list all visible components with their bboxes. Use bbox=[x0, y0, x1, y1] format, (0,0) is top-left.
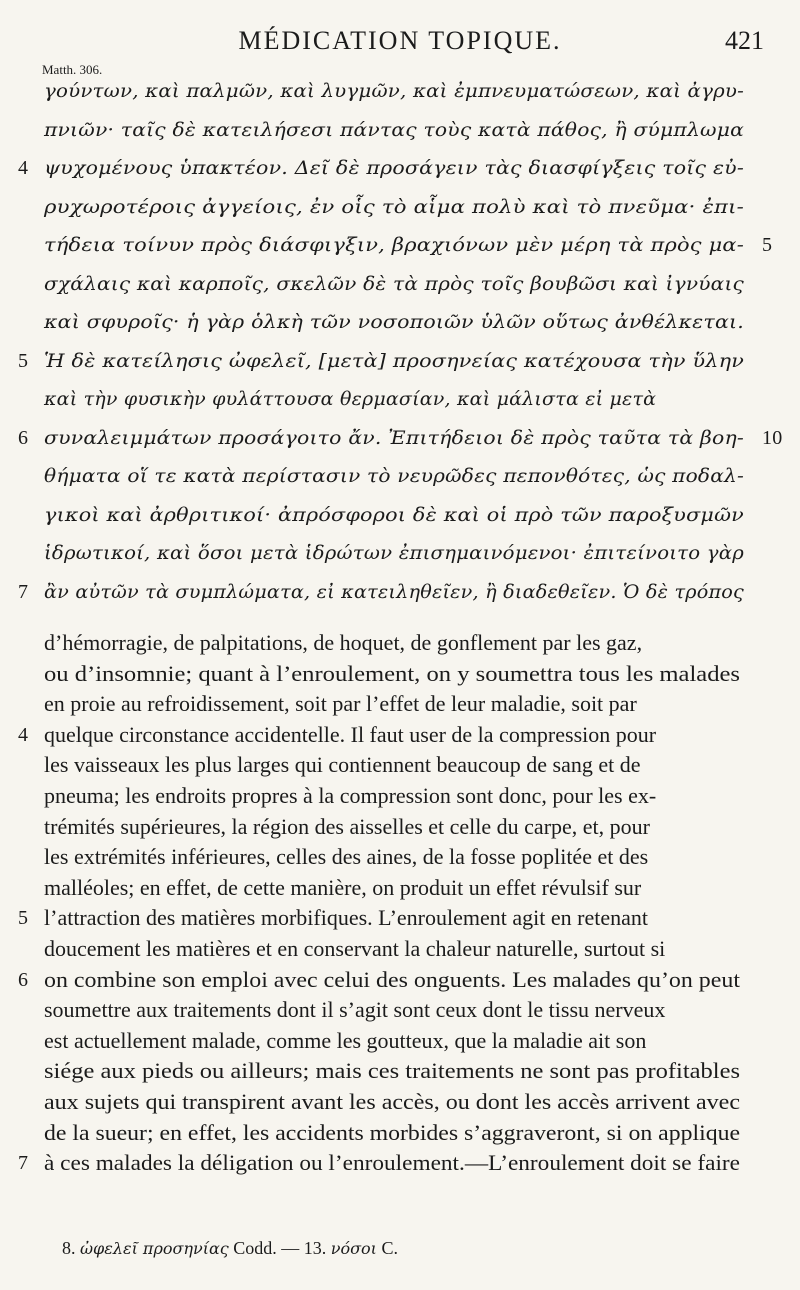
greek-line bbox=[44, 496, 750, 535]
greek-line bbox=[44, 72, 750, 111]
line-count-number: 5 bbox=[762, 234, 773, 256]
footnote-greek-reading: νόσοι bbox=[330, 1239, 377, 1258]
line-text: est actuellement malade, comme les goutteux, que la maladie ait son bbox=[44, 1027, 647, 1053]
line-text: καὶ τὴν φυσικὴν φυλάττουσα θερμασίαν, καὶ μάλιστα εἰ μετὰ bbox=[44, 388, 657, 410]
chapter-number: 7 bbox=[18, 1152, 28, 1175]
greek-line bbox=[44, 111, 750, 150]
footnote-number: 8. bbox=[62, 1238, 76, 1258]
greek-line bbox=[18, 342, 750, 381]
line-text: ou d’insomnie; quant à l’enroulement, on y soumettra tous les malades bbox=[44, 660, 740, 686]
greek-line bbox=[44, 265, 750, 304]
french-line bbox=[44, 995, 744, 1026]
french-line bbox=[44, 1118, 744, 1149]
line-text: πνιῶν· ταῖς δὲ κατειλήσεσι πάντας τοὺς κατὰ πάθος, ἢ σύμπλωμα bbox=[44, 118, 745, 141]
line-text: ἱδρωτικοί, καὶ ὅσοι μετὰ ἱδρώτων ἐπισημαινόμενοι· ἐπιτείνοιτο γὰρ bbox=[44, 542, 744, 564]
line-text: aux sujets qui transpirent avant les accès, ou dont les accès arrivent avec bbox=[44, 1088, 741, 1114]
line-text: ρυχωροτέροις ἀγγείοις, ἐν οἷς τὸ αἷμα πολὺ καὶ τὸ πνεῦμα· ἐπι- bbox=[44, 195, 745, 218]
footnote-source: C. bbox=[381, 1238, 398, 1258]
greek-line bbox=[44, 380, 750, 419]
line-text: quelque circonstance accidentelle. Il faut user de la compression pour bbox=[44, 721, 657, 747]
line-text: l’attraction des matières morbifiques. L’enroulement agit en retenant bbox=[44, 905, 648, 931]
footnote-apparatus bbox=[62, 1238, 398, 1259]
line-text: malléoles; en effet, de cette manière, on produit un effet révulsif sur bbox=[44, 874, 642, 900]
line-text: σχάλαις καὶ καρποῖς, σκελῶν δὲ τὰ πρὸς τοῖς βουβῶσι καὶ ἰγνύαις bbox=[44, 272, 744, 295]
line-text: γικοὶ καὶ ἀρθριτικοί· ἀπρόσφοροι δὲ καὶ οἱ πρὸ τῶν παροξυσμῶν bbox=[44, 503, 744, 526]
line-text: on combine son emploi avec celui des onguents. Les malades qu’on peut bbox=[44, 966, 740, 992]
french-line bbox=[18, 965, 744, 996]
line-text: τήδεια τοίνυν πρὸς διάσφιγξιν, βραχιόνων μὲν μέρη τὰ πρὸς μα- bbox=[44, 234, 745, 256]
french-line bbox=[44, 873, 744, 904]
french-line bbox=[44, 628, 744, 659]
french-line bbox=[44, 659, 744, 690]
page-number: 421 bbox=[725, 26, 764, 55]
line-text: ἂν αὐτῶν τὰ συμπλώματα, εἰ κατειληθεῖεν, ἢ διαδεθεῖεν. Ὁ δὲ τρόπος bbox=[44, 580, 745, 603]
french-line bbox=[18, 720, 744, 751]
french-line bbox=[44, 842, 744, 873]
line-text: Ἡ δὲ κατείλησις ὠφελεῖ, [μετὰ] προσηνείας κατέχουσα τὴν ὕλην bbox=[44, 349, 745, 372]
line-text: les extrémités inférieures, celles des aines, de la fosse poplitée et des bbox=[44, 844, 649, 870]
greek-line bbox=[44, 457, 750, 496]
line-text: συναλειμμάτων προσάγοιτο ἄν. Ἐπιτήδειοι δὲ πρὸς ταῦτα τὰ βοη- bbox=[44, 426, 745, 449]
line-text: pneuma; les endroits propres à la compression sont donc, pour les ex- bbox=[44, 782, 657, 808]
french-line bbox=[18, 1148, 744, 1179]
chapter-number: 4 bbox=[18, 723, 28, 746]
french-line bbox=[44, 750, 744, 781]
greek-line bbox=[18, 419, 783, 458]
line-text: doucement les matières et en conservant la chaleur naturelle, surtout si bbox=[44, 935, 666, 961]
line-text: soumettre aux traitements dont il s’agit sont ceux dont le tissu nerveux bbox=[44, 997, 666, 1023]
french-line bbox=[44, 781, 744, 812]
line-text: siége aux pieds ou ailleurs; mais ces traitements ne sont pas profitables bbox=[44, 1058, 741, 1084]
french-line bbox=[44, 689, 744, 720]
french-line bbox=[44, 812, 744, 843]
greek-line bbox=[44, 226, 773, 265]
line-text: ψυχομένους ὑπακτέον. Δεῖ δὲ προσάγειν τὰς διασφίγξεις τοῖς εὐ- bbox=[44, 157, 744, 179]
chapter-number: 6 bbox=[18, 426, 29, 449]
chapter-number: 5 bbox=[18, 349, 29, 372]
manuscript-reference: Matth. 306. bbox=[42, 62, 103, 77]
footnote-source: Codd. — bbox=[233, 1238, 300, 1258]
greek-line bbox=[44, 188, 750, 227]
footnote-greek-reading: ὠφελεῖ προσηνίας bbox=[80, 1239, 229, 1258]
greek-line bbox=[44, 303, 750, 342]
line-text: θήματα οἵ τε κατὰ περίστασιν τὸ νευρῶδες πεπονθότες, ὡς ποδαλ- bbox=[44, 465, 745, 487]
line-text: de la sueur; en effet, les accidents morbides s’aggraveront, si on applique bbox=[44, 1119, 741, 1145]
chapter-number: 5 bbox=[18, 907, 28, 930]
line-text: καὶ σφυροῖς· ἡ γὰρ ὁλκὴ τῶν νοσοποιῶν ὑλῶν οὕτως ἀνθέλκεται. bbox=[44, 311, 744, 333]
greek-line bbox=[18, 573, 750, 612]
french-line bbox=[44, 1026, 744, 1057]
line-text: γούντων, καὶ παλμῶν, καὶ λυγμῶν, καὶ ἐμπνευματώσεων, καὶ ἀγρυ- bbox=[44, 80, 745, 102]
greek-line bbox=[18, 149, 750, 188]
line-text: à ces malades la déligation ou l’enroulement.—L’enroulement doit se faire bbox=[44, 1150, 741, 1176]
greek-line bbox=[44, 534, 750, 573]
french-line bbox=[18, 903, 744, 934]
french-line bbox=[44, 1056, 744, 1087]
line-text: en proie au refroidissement, soit par l’effet de leur maladie, soit par bbox=[44, 691, 637, 717]
greek-text-block bbox=[18, 72, 783, 611]
running-head-title: MÉDICATION TOPIQUE. bbox=[238, 26, 562, 55]
footnote-number: 13. bbox=[303, 1238, 327, 1258]
french-translation-block bbox=[18, 628, 744, 1179]
line-text: d’hémorragie, de palpitations, de hoquet, de gonflement par les gaz, bbox=[44, 630, 643, 655]
french-line bbox=[44, 934, 744, 965]
chapter-number: 7 bbox=[18, 580, 29, 603]
line-text: trémités supérieures, la région des aisselles et celle du carpe, et, pour bbox=[44, 813, 650, 839]
chapter-number: 4 bbox=[18, 157, 29, 179]
chapter-number: 6 bbox=[18, 968, 28, 991]
line-text: les vaisseaux les plus larges qui contiennent beaucoup de sang et de bbox=[44, 752, 641, 778]
french-line bbox=[44, 1087, 744, 1118]
line-count-number: 10 bbox=[762, 426, 783, 449]
